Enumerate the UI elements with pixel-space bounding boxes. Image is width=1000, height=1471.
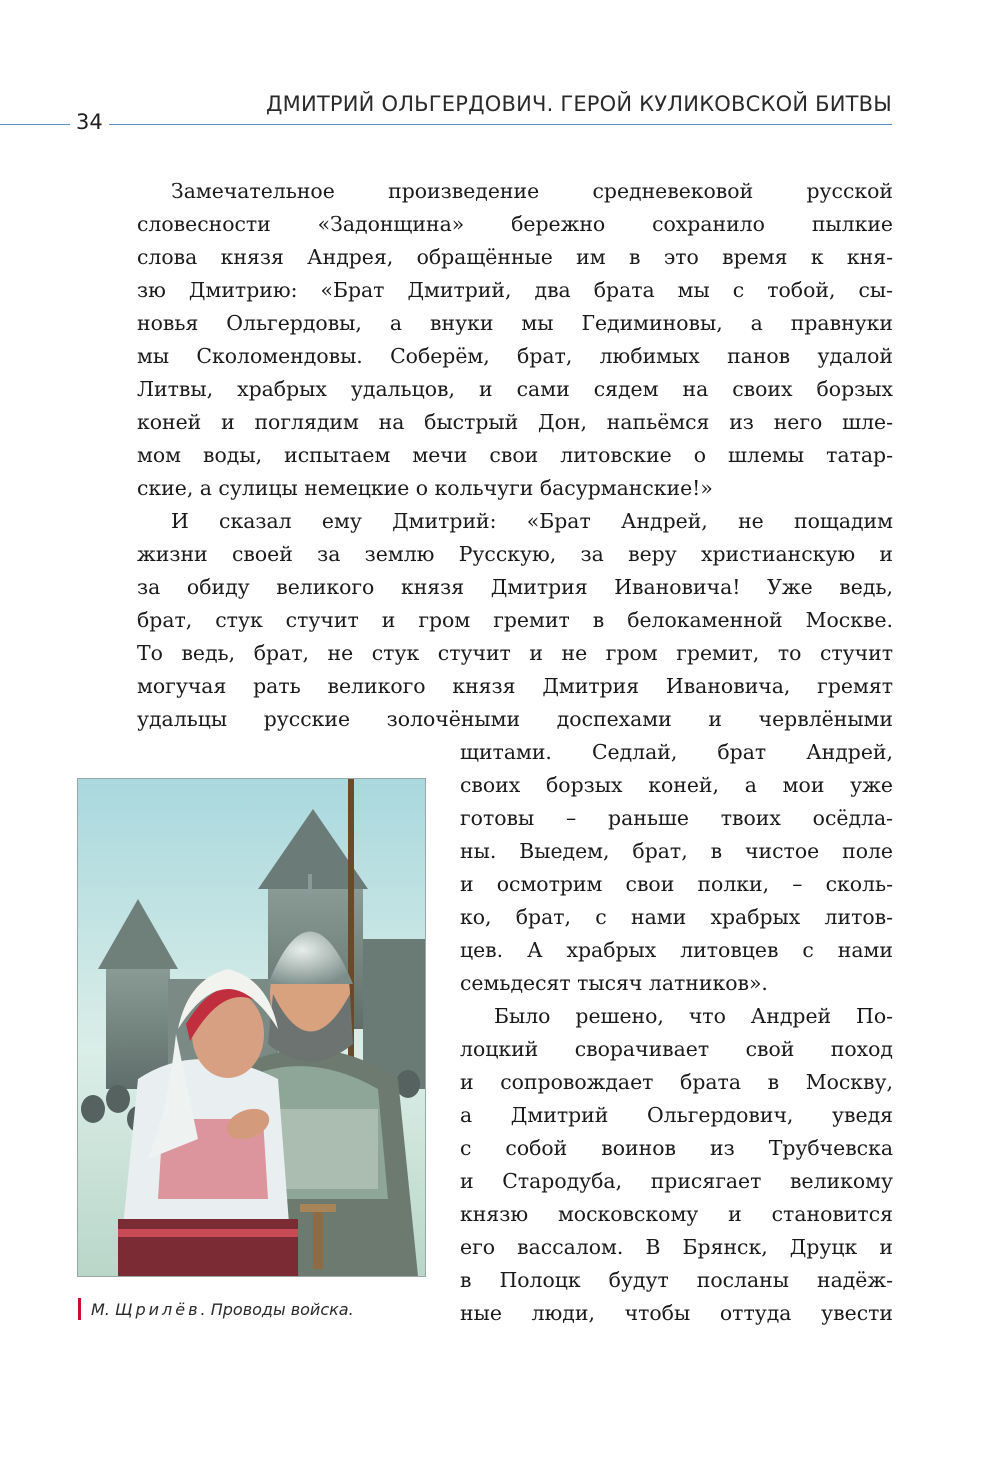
- header-rule: [0, 124, 892, 125]
- text-line: а Дмитрий Ольгердович, уведя: [460, 1103, 893, 1127]
- text-line: жизни своей за землю Русскую, за веру христианскую и: [137, 542, 893, 566]
- text-line: своих борзых коней, а мои уже: [460, 773, 893, 797]
- text-line: ны. Выедем, брат, в чистое поле: [460, 839, 893, 863]
- text-line: зю Дмитрию: «Брат Дмитрий, два брата мы с тобой, сы-: [137, 278, 893, 302]
- text-line: Было решено, что Андрей По-: [494, 1004, 893, 1028]
- text-line: ко, брат, с нами храбрых литов-: [460, 905, 893, 929]
- text-line: новья Ольгердовы, а внуки мы Гедиминовы, а правнуки: [137, 311, 893, 335]
- text-line: семьдесят тысяч латников».: [460, 971, 768, 995]
- text-line: в Полоцк будут посланы надёж-: [460, 1268, 893, 1292]
- text-line: слова князя Андрея, обращённые им в это время к кня-: [137, 245, 893, 269]
- text-line: цев. А храбрых литовцев с нами: [460, 938, 893, 962]
- caption-author-initial: М.: [91, 1299, 110, 1319]
- text-line: за обиду великого князя Дмитрия Ивановича! Уже ведь,: [137, 575, 893, 599]
- text-line: удальцы русские золочёными доспехами и червлёными: [137, 707, 893, 731]
- text-line: ные люди, чтобы оттуда увести: [460, 1301, 893, 1325]
- caption-author-surname: Щрилёв: [114, 1299, 201, 1319]
- text-line: И сказал ему Дмитрий: «Брат Андрей, не пощадим: [171, 509, 893, 533]
- page-number: 34: [70, 110, 109, 134]
- text-line: его вассалом. В Брянск, Друцк и: [460, 1235, 893, 1259]
- text-line: То ведь, брат, не стук стучит и не гром гремит, то стучит: [137, 641, 893, 665]
- text-line: и Стародуба, присягает великому: [460, 1169, 893, 1193]
- text-line: князю московскому и становится: [460, 1202, 893, 1226]
- text-line: мы Сколомендовы. Соберём, брат, любимых панов удалой: [137, 344, 893, 368]
- text-line: Литвы, храбрых удальцов, и сами сядем на своих борзых: [137, 377, 893, 401]
- running-title: ДМИТРИЙ ОЛЬГЕРДОВИЧ. ГЕРОЙ КУЛИКОВСКОЙ БИТВЫ: [266, 92, 892, 116]
- text-line: коней и поглядим на быстрый Дон, напьёмся из него шле-: [137, 410, 893, 434]
- text-line: лоцкий сворачивает свой поход: [460, 1037, 893, 1061]
- text-line: брат, стук стучит и гром гремит в белокаменной Москве.: [137, 608, 893, 632]
- caption-accent-bar: [78, 1298, 81, 1320]
- text-line: Замечательное произведение средневековой русской: [171, 179, 893, 203]
- text-line: могучая рать великого князя Дмитрия Ивановича, гремят: [137, 674, 893, 698]
- text-line: щитами. Седлай, брат Андрей,: [460, 740, 893, 764]
- caption-title: . Проводы войска.: [200, 1299, 354, 1319]
- text-line: мом воды, испытаем мечи свои литовские о шлемы татар-: [137, 443, 893, 467]
- text-line: и осмотрим свои полки, – сколь-: [460, 872, 893, 896]
- text-line: ские, а сулицы немецкие о кольчуги басурманские!»: [137, 476, 713, 500]
- text-line: готовы – раньше твоих осёдла-: [460, 806, 893, 830]
- text-line: и сопровождает брата в Москву,: [460, 1070, 893, 1094]
- text-line: с собой воинов из Трубчевска: [460, 1136, 893, 1160]
- text-line: словесности «Задонщина» бережно сохранило пылкие: [137, 212, 893, 236]
- figure-caption: [78, 1296, 354, 1322]
- painting-illustration: [77, 778, 426, 1277]
